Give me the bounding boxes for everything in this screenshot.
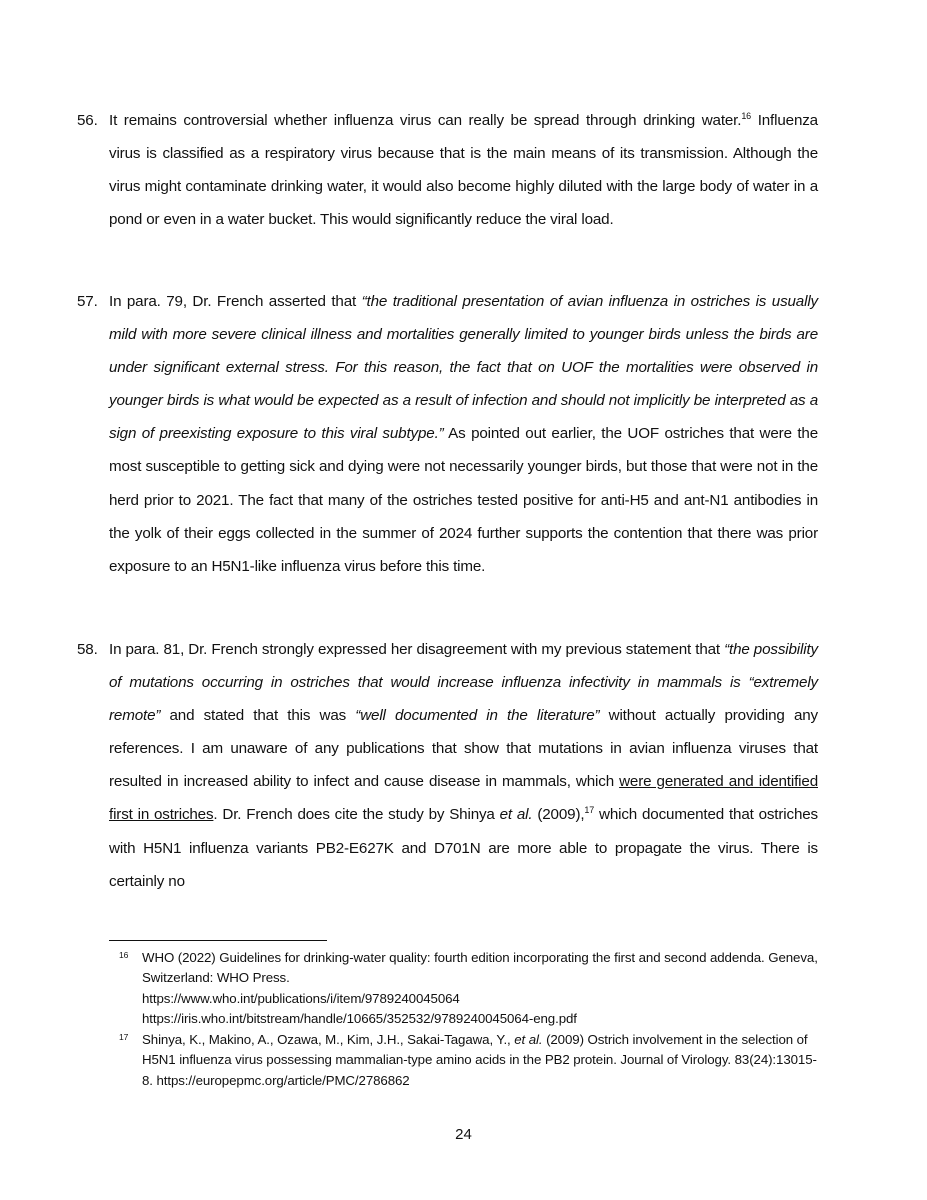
quoted-text: “the traditional presentation of avian influenza in ostriches is usually mild with more severe clinical illness and mortalities generally limited to younger birds unless the birds are under significant external stress. For this reason, the fact that on UOF the mortalities were observed in younger birds is what would be expected as a result of infection and should not implicitly be interpreted as a sign of preexisting exposure to this viral subtype.” — [109, 293, 818, 443]
page-number: 24 — [455, 1126, 472, 1143]
text-run: and stated that this was — [160, 707, 356, 725]
footnote-link[interactable]: https://www.who.int/publications/i/item/9789240045064 — [142, 990, 460, 1006]
paragraph-number: 56. — [77, 112, 98, 129]
footnote-number: 17 — [119, 1032, 129, 1042]
paragraph-number: 57. — [77, 293, 98, 310]
paragraph-58 — [77, 633, 818, 898]
footnote-text — [142, 1030, 819, 1091]
paragraph-body — [109, 285, 818, 583]
text-run: without actually providing any references. I am unaware of any publications that show that mutations in avian influenza viruses that resulted in increased ability to infect and cause disease in mammals, which — [109, 707, 818, 791]
quoted-text: “well documented in the literature” — [355, 707, 600, 725]
text-run: In para. 81, Dr. French strongly expressed her disagreement with my previous statement that — [109, 641, 725, 658]
text-run: which documented that ostriches with H5N1 influenza variants PB2-E627K and D701N are more able to propagate the virus. There is certainly no — [109, 806, 818, 890]
quoted-text: et al. — [499, 806, 533, 824]
paragraph-56 — [77, 104, 818, 236]
text-run: It remains controversial whether influenza virus can really be spread through drinking water. — [109, 112, 742, 129]
footnote-citation: (2009) Ostrich involvement in the selection of H5N1 influenza virus possessing mammalian-type amino acids in the PB2 protein. Journal of Virology. 83(24):13015-8. https://europepmc.org/article/PMC/2786862 — [142, 1032, 817, 1088]
footnote-17 — [109, 1030, 819, 1091]
underlined-text: were generated and identified first in ostriches — [109, 773, 818, 824]
text-run: (2009), — [532, 806, 585, 824]
footnote-line: WHO (2022) Guidelines for drinking-water quality: fourth edition incorporating the first and second addenda. Geneva, Switzerland: WHO Press. — [142, 950, 818, 986]
paragraph-body — [109, 104, 818, 236]
text-run: . Dr. French does cite the study by Shinya — [213, 806, 500, 824]
quoted-text: “the possibility of mutations occurring in ostriches that would increase influenza infectivity in mammals is “extremely remote” — [109, 641, 818, 725]
footnote-reference[interactable]: 17 — [584, 805, 595, 816]
footnote-number: 16 — [119, 950, 129, 960]
text-run: As pointed out earlier, the UOF ostriches that were the most susceptible to getting sick and dying were not necessarily younger birds, but those that were not in the herd prior to 2021. The fact that many of the ostriches tested positive for anti-H5 and ant-N1 antibodies in the yolk of their eggs collected in the summer of 2024 further supports the contention that there was prior exposure to an H5N1-like influenza virus before this time. — [109, 425, 818, 575]
footnote-text — [142, 948, 819, 1030]
footnote-separator — [109, 940, 327, 941]
paragraph-57 — [77, 285, 818, 583]
paragraph-number: 58. — [77, 641, 98, 658]
footnote-et-al: et al. — [514, 1032, 543, 1047]
footnote-authors: Shinya, K., Makino, A., Ozawa, M., Kim, J.H., Sakai-Tagawa, Y., — [142, 1032, 515, 1047]
footnote-16 — [109, 948, 819, 1030]
footnote-link[interactable]: https://iris.who.int/bitstream/handle/10665/352532/9789240045064-eng.pdf — [142, 1011, 577, 1027]
paragraph-body — [109, 633, 818, 898]
footnote-reference[interactable]: 16 — [741, 110, 752, 121]
text-run: Influenza virus is classified as a respiratory virus because that is the main means of its transmission. Although the virus might contaminate drinking water, it would also become highly diluted with the large body of water in a pond or even in a water bucket. This would significantly reduce the viral load. — [109, 112, 818, 229]
text-run: In para. 79, Dr. French asserted that — [109, 293, 362, 310]
